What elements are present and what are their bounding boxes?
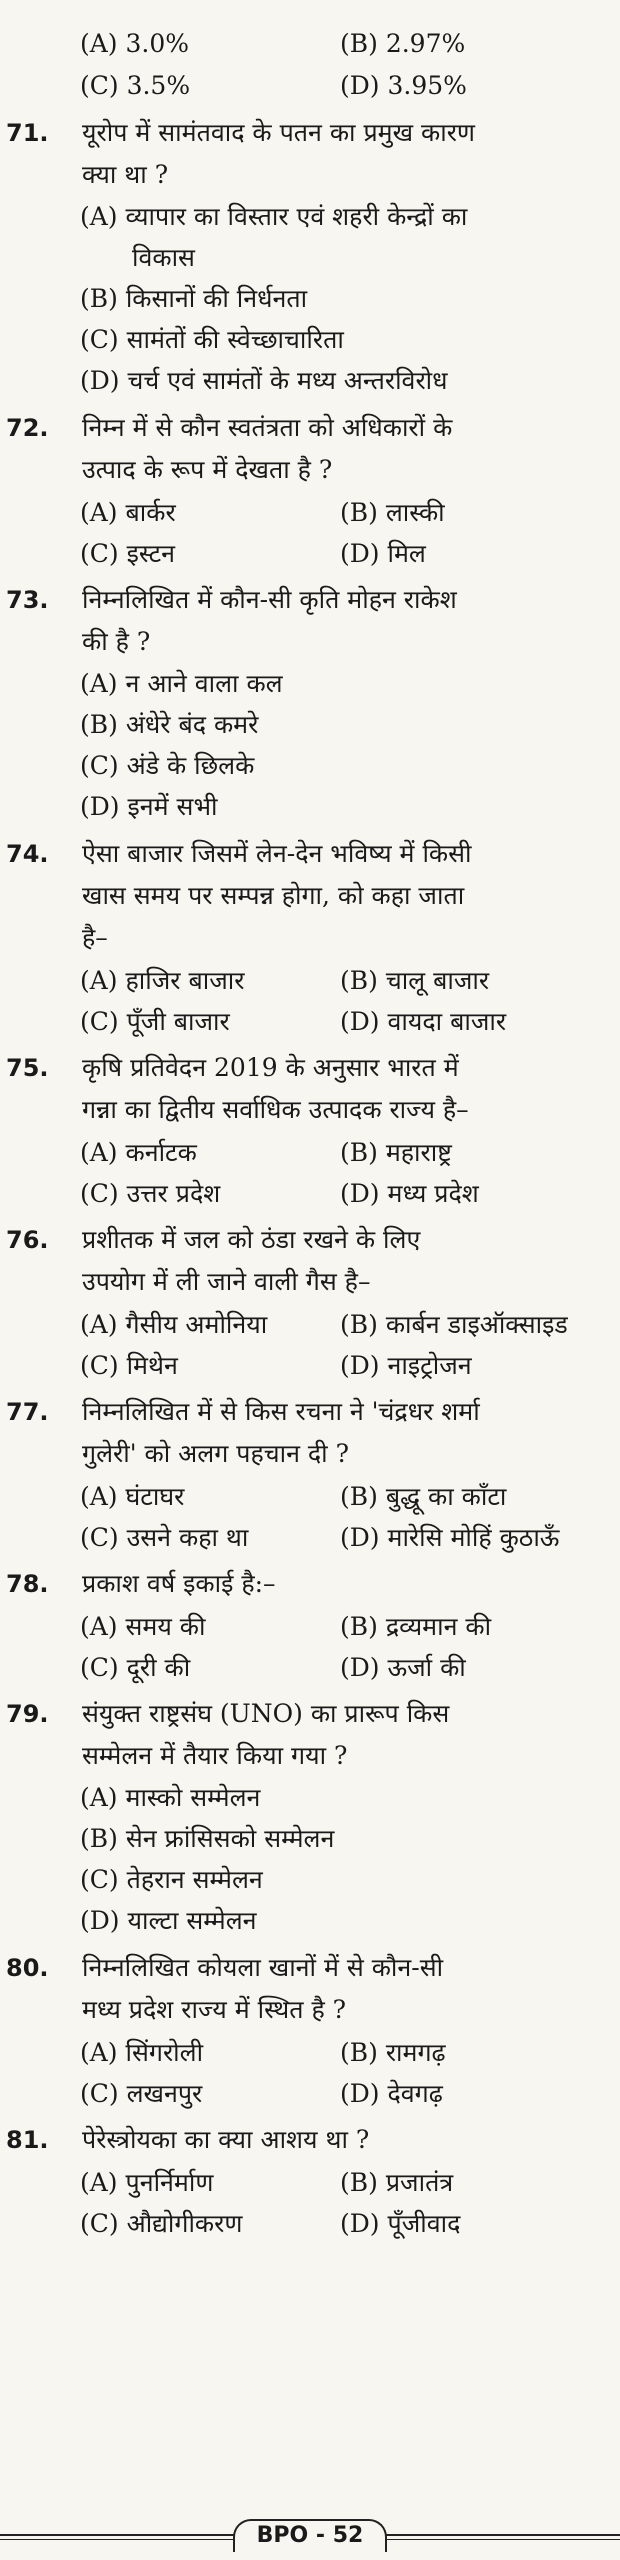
option-row: [0, 491, 620, 532]
question-number: [0, 1089, 82, 1131]
question-line: [0, 1693, 620, 1735]
option-row: [0, 959, 620, 1000]
option: (D) मिल: [340, 538, 426, 568]
option: (A) हाजिर बाजार: [80, 965, 245, 995]
option: (A) 3.0%: [80, 28, 190, 58]
question-number: [0, 621, 82, 663]
option: (D) याल्टा सम्मेलन: [80, 1906, 257, 1935]
question-line: [0, 833, 620, 875]
option: (D) पूँजीवाद: [340, 2208, 461, 2238]
option: (A) मास्को सम्मेलन: [80, 1783, 261, 1812]
question-number: 71.: [6, 119, 49, 147]
question-line: [0, 1563, 620, 1605]
question-75: [0, 1047, 620, 1213]
question-71: [0, 112, 620, 401]
question-number: 81.: [6, 2126, 49, 2154]
question-number: 77.: [6, 1398, 49, 1426]
option: (A) सिंगरोली: [80, 2037, 204, 2067]
option: (B) चालू बाजार: [340, 965, 490, 995]
previous-question-options: [0, 22, 620, 106]
question-number: [0, 154, 82, 196]
question-number: 72.: [6, 414, 49, 442]
option: (B) रामगढ़: [340, 2037, 446, 2067]
question-line: [0, 112, 620, 154]
question-number: [0, 917, 82, 959]
option-row: [0, 1000, 620, 1041]
option: (D) ऊर्जा की: [340, 1652, 466, 1682]
option: (D) 3.95%: [340, 70, 467, 100]
question-line: [0, 1219, 620, 1261]
option-row: [0, 1646, 620, 1687]
question-line: [0, 1261, 620, 1303]
option: (C) मिथेन: [80, 1350, 178, 1380]
question-line: [0, 407, 620, 449]
option: (A) व्यापार का विस्तार एवं शहरी केन्द्रों का: [80, 202, 468, 231]
question-text: गुलेरी' को अलग पहचान दी ?: [82, 1439, 349, 1468]
options-grid: [0, 959, 620, 1041]
options-list: [0, 196, 620, 401]
option: (C) औद्योगीकरण: [80, 2208, 243, 2238]
option: (A) समय की: [80, 1611, 206, 1641]
option: (B) बुद्धू का काँटा: [340, 1481, 507, 1511]
option: (B) महाराष्ट्र: [340, 1137, 452, 1167]
question-text: संयुक्त राष्ट्रसंघ (UNO) का प्रारूप किस: [82, 1699, 450, 1728]
question-line: [0, 1433, 620, 1475]
question-number: [0, 1433, 82, 1475]
question-number: 76.: [6, 1226, 49, 1254]
option-row: [0, 1303, 620, 1344]
option-row: [0, 1172, 620, 1213]
option-row: [0, 2161, 620, 2202]
question-text: मध्य प्रदेश राज्य में स्थित है ?: [82, 1995, 347, 2024]
option: (C) तेहरान सम्मेलन: [80, 1865, 263, 1894]
options-grid: [0, 2161, 620, 2243]
options-grid: [0, 1605, 620, 1687]
question-text: सम्मेलन में तैयार किया गया ?: [82, 1741, 348, 1770]
question-number: [0, 1735, 82, 1777]
option-row: [0, 2072, 620, 2113]
option: (C) पूँजी बाजार: [80, 1006, 230, 1036]
question-list: [0, 112, 620, 2249]
question-line: [0, 1089, 620, 1131]
question-number: 73.: [6, 586, 49, 614]
option: (B) 2.97%: [340, 28, 466, 58]
question-77: [0, 1391, 620, 1557]
option: (A) घंटाघर: [80, 1481, 185, 1511]
option: (A) पुनर्निर्माण: [80, 2167, 214, 2197]
option: (D) मध्य प्रदेश: [340, 1178, 479, 1208]
question-text: निम्नलिखित में कौन-सी कृति मोहन राकेश: [82, 585, 457, 614]
question-text: की है ?: [82, 627, 151, 656]
question-line: [0, 1947, 620, 1989]
question-number: [0, 1261, 82, 1303]
question-number: 78.: [6, 1570, 49, 1598]
question-number: [0, 1989, 82, 2031]
question-line: [0, 449, 620, 491]
option-row: [0, 1475, 620, 1516]
options-grid: [0, 491, 620, 573]
question-text: उपयोग में ली जाने वाली गैस है–: [82, 1267, 371, 1296]
option-row: [0, 22, 620, 64]
option: (D) इनमें सभी: [80, 792, 218, 821]
options-list: [0, 1777, 620, 1941]
option: (A) गैसीय अमोनिया: [80, 1309, 268, 1339]
question-number: [0, 875, 82, 917]
question-number: 79.: [6, 1700, 49, 1728]
options-grid: [0, 2031, 620, 2113]
question-number: 74.: [6, 840, 49, 868]
option-row: [0, 2202, 620, 2243]
question-text: कृषि प्रतिवेदन 2019 के अनुसार भारत में: [82, 1053, 459, 1082]
option: (C) उत्तर प्रदेश: [80, 1178, 221, 1208]
option: (D) चर्च एवं सामंतों के मध्य अन्तरविरोध: [80, 366, 448, 395]
question-73: [0, 579, 620, 827]
options-list: [0, 663, 620, 827]
option: (D) नाइट्रोजन: [340, 1350, 472, 1380]
option: (B) किसानों की निर्धनता: [80, 284, 308, 313]
option: (C) अंडे के छिलके: [80, 751, 255, 780]
question-line: [0, 154, 620, 196]
option: (B) सेन फ्रांसिसको सम्मेलन: [80, 1824, 335, 1853]
option: (C) सामंतों की स्वेच्छाचारिता: [80, 325, 344, 354]
question-81: [0, 2119, 620, 2243]
options-grid: [0, 1303, 620, 1385]
option-row: [0, 1516, 620, 1557]
question-text: गन्ना का द्वितीय सर्वाधिक उत्पादक राज्य है–: [82, 1095, 469, 1124]
option: (B) अंधेरे बंद कमरे: [80, 710, 259, 739]
question-text: निम्नलिखित कोयला खानों में से कौन-सी: [82, 1953, 444, 1982]
question-line: [0, 621, 620, 663]
option: (C) इस्टन: [80, 538, 176, 568]
option-row: [0, 2031, 620, 2072]
question-text: पेरेस्त्रोयका का क्या आशय था ?: [82, 2125, 370, 2154]
option: (C) उसने कहा था: [80, 1522, 249, 1552]
question-line: [0, 579, 620, 621]
option: (B) द्रव्यमान की: [340, 1611, 492, 1641]
question-text: ऐसा बाजार जिसमें लेन-देन भविष्य में किसी: [82, 839, 472, 868]
option: (B) कार्बन डाइऑक्साइड: [340, 1309, 568, 1339]
question-74: [0, 833, 620, 1041]
question-text: क्या था ?: [82, 160, 169, 189]
question-line: [0, 1735, 620, 1777]
option: (B) प्रजातंत्र: [340, 2167, 454, 2197]
option: (C) दूरी की: [80, 1652, 191, 1682]
option-row: [0, 1131, 620, 1172]
option: (C) लखनपुर: [80, 2078, 203, 2108]
option-row: [0, 64, 620, 106]
question-72: [0, 407, 620, 573]
options-grid: [0, 1131, 620, 1213]
option: (A) कर्नाटक: [80, 1137, 197, 1167]
question-line: [0, 2119, 620, 2161]
question-text: उत्पाद के रूप में देखता है ?: [82, 455, 333, 484]
option: (D) देवगढ़: [340, 2078, 443, 2108]
page-label: BPO - 52: [233, 2519, 388, 2552]
page-footer: [0, 2518, 620, 2552]
question-text: यूरोप में सामंतवाद के पतन का प्रमुख कारण: [82, 118, 476, 147]
question-line: [0, 1047, 620, 1089]
option: विकास: [132, 243, 195, 272]
question-line: [0, 875, 620, 917]
question-number: [0, 449, 82, 491]
option: (D) वायदा बाजार: [340, 1006, 507, 1036]
option: (C) 3.5%: [80, 70, 191, 100]
question-number: 80.: [6, 1954, 49, 1982]
question-text: निम्नलिखित में से किस रचना ने 'चंद्रधर शर्मा: [82, 1397, 480, 1426]
options-grid: [0, 1475, 620, 1557]
option-row: [0, 532, 620, 573]
option: (A) न आने वाला कल: [80, 669, 283, 698]
question-text: खास समय पर सम्पन्न होगा, को कहा जाता: [82, 881, 465, 910]
question-line: [0, 1391, 620, 1433]
question-line: [0, 917, 620, 959]
option-row: [0, 1605, 620, 1646]
question-78: [0, 1563, 620, 1687]
option: (D) मारेसि मोहिं कुठाऊँ: [340, 1522, 560, 1552]
option: (A) बार्कर: [80, 497, 176, 527]
option-row: [0, 1344, 620, 1385]
question-79: [0, 1693, 620, 1941]
question-number: 75.: [6, 1054, 49, 1082]
question-text: प्रशीतक में जल को ठंडा रखने के लिए: [82, 1225, 421, 1254]
question-line: [0, 1989, 620, 2031]
option: (B) लास्की: [340, 497, 445, 527]
question-76: [0, 1219, 620, 1385]
question-80: [0, 1947, 620, 2113]
question-text: है–: [82, 923, 108, 952]
question-text: निम्न में से कौन स्वतंत्रता को अधिकारों के: [82, 413, 453, 442]
question-text: प्रकाश वर्ष इकाई है:–: [82, 1569, 276, 1598]
